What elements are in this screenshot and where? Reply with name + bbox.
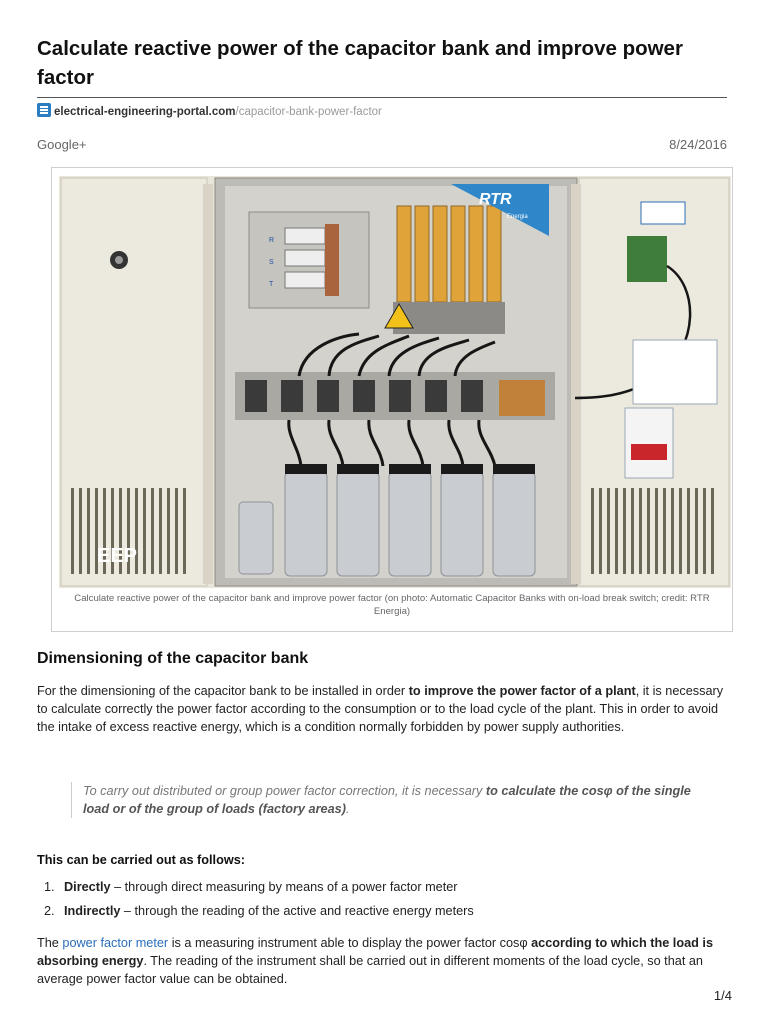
blockquote: To carry out distributed or group power factor correction, it is necessary to calculate the cosφ of the single load or of the group of loads (factory areas). <box>71 782 703 818</box>
figure <box>51 167 733 632</box>
article-title: Calculate reactive power of the capacitor bank and improve power factor <box>37 37 683 89</box>
list-item: 2. Indirectly – through the reading of the active and reactive energy meters <box>44 904 474 918</box>
page-counter: 1/4 <box>713 988 732 1003</box>
photo-watermark: EEP <box>97 545 138 567</box>
section-heading: Dimensioning of the capacitor bank <box>37 650 309 667</box>
svg-text:S: S <box>269 259 274 266</box>
list-item: 1. Directly – through direct measuring by means of a power factor meter <box>44 880 458 894</box>
capacitor-bank-photo <box>59 176 731 588</box>
method-list <box>37 878 474 926</box>
figure-caption: Calculate reactive power of the capacitor bank and improve power factor (on photo: Automatic Capacitor Banks with on-load break switch; credit: RTR Energia) <box>74 593 710 617</box>
power-factor-meter-link[interactable]: power factor meter <box>62 936 169 950</box>
author: Google+ <box>37 137 87 152</box>
meter-paragraph: The power factor meter is a measuring instrument able to display the power factor cosφ according to which the load is absorbing energy. The reading of the instrument shall be carried out in different moments of the load cycle, so that an average power factor value can be obtained. <box>37 936 713 986</box>
list-lead: This can be carried out as follows: <box>37 853 245 867</box>
article-meta <box>37 136 727 154</box>
source-path[interactable]: /capacitor-bank-power-factor <box>235 106 382 118</box>
capacitor-bank-illustration <box>59 176 731 588</box>
source-line[interactable] <box>37 102 382 122</box>
svg-text:T: T <box>269 281 274 288</box>
svg-text:R: R <box>269 237 275 244</box>
publish-date: 8/24/2016 <box>669 137 727 152</box>
svg-text:Energia: Energia <box>507 214 528 220</box>
title-divider <box>37 97 727 98</box>
source-domain[interactable]: electrical-engineering-portal.com <box>54 106 236 118</box>
site-icon <box>37 103 51 117</box>
photo-logo: RTR <box>479 191 512 208</box>
intro-paragraph: For the dimensioning of the capacitor bank to be installed in order to improve the power factor of a plant, it is necessary to calculate correctly the power factor according to the consumption or to the load cycle of the plant. This in order to avoid the intake of excess reactive energy, which is a condition normally forbidden by power supply authorities. <box>37 684 724 734</box>
